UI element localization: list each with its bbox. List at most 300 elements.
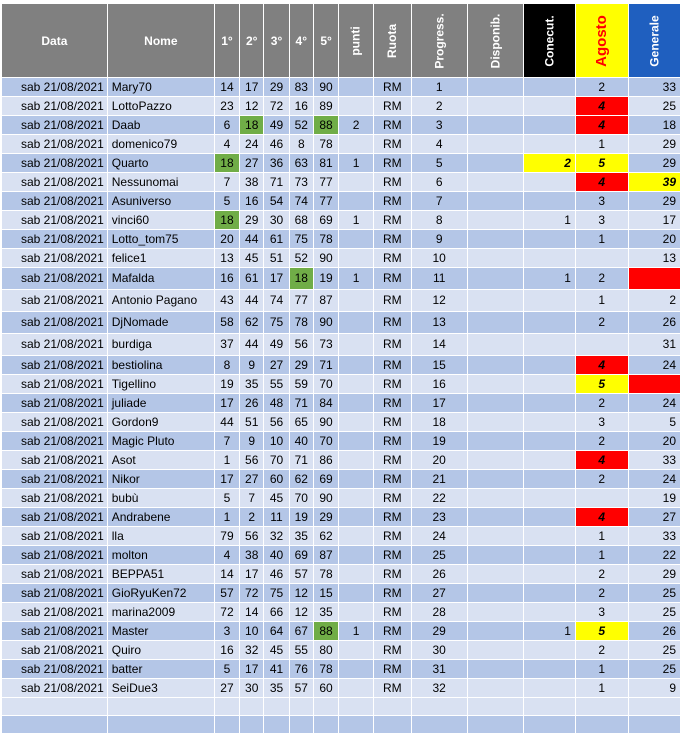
cell-punti[interactable] bbox=[339, 312, 374, 334]
empty-cell[interactable] bbox=[240, 716, 264, 734]
cell-agosto[interactable]: 4 bbox=[575, 451, 628, 470]
cell-number-4[interactable]: 71 bbox=[289, 394, 313, 413]
cell-number-4[interactable]: 76 bbox=[289, 660, 313, 679]
cell-number-5[interactable]: 73 bbox=[314, 334, 339, 356]
cell-nome[interactable]: molton bbox=[107, 546, 214, 565]
cell-agosto[interactable]: 4 bbox=[575, 116, 628, 135]
cell-number-1[interactable]: 6 bbox=[214, 116, 239, 135]
cell-agosto[interactable]: 1 bbox=[575, 290, 628, 312]
cell-number-3[interactable]: 60 bbox=[264, 470, 289, 489]
cell-number-3[interactable]: 72 bbox=[264, 97, 289, 116]
cell-number-5[interactable]: 78 bbox=[314, 135, 339, 154]
cell-number-1[interactable]: 13 bbox=[214, 249, 239, 268]
cell-number-1[interactable]: 72 bbox=[214, 603, 239, 622]
cell-number-3[interactable]: 71 bbox=[264, 173, 289, 192]
cell-number-1[interactable]: 1 bbox=[214, 508, 239, 527]
cell-number-5[interactable]: 90 bbox=[314, 312, 339, 334]
cell-number-3[interactable]: 35 bbox=[264, 679, 289, 698]
cell-number-2[interactable]: 2 bbox=[240, 508, 264, 527]
cell-number-3[interactable]: 11 bbox=[264, 508, 289, 527]
cell-number-2[interactable]: 72 bbox=[240, 584, 264, 603]
cell-nome[interactable]: Mafalda bbox=[107, 268, 214, 290]
cell-agosto[interactable]: 2 bbox=[575, 432, 628, 451]
cell-number-2[interactable]: 9 bbox=[240, 356, 264, 375]
cell-ruota[interactable]: RM bbox=[374, 78, 411, 97]
cell-number-3[interactable]: 10 bbox=[264, 432, 289, 451]
cell-conecut[interactable] bbox=[523, 679, 575, 698]
cell-number-1[interactable]: 20 bbox=[214, 230, 239, 249]
cell-number-3[interactable]: 40 bbox=[264, 546, 289, 565]
cell-generale[interactable]: 13 bbox=[628, 249, 680, 268]
cell-punti[interactable] bbox=[339, 394, 374, 413]
cell-progress[interactable]: 22 bbox=[411, 489, 467, 508]
cell-number-3[interactable]: 30 bbox=[264, 211, 289, 230]
cell-conecut[interactable] bbox=[523, 334, 575, 356]
cell-disponib[interactable] bbox=[467, 394, 523, 413]
cell-disponib[interactable] bbox=[467, 489, 523, 508]
cell-disponib[interactable] bbox=[467, 334, 523, 356]
cell-number-3[interactable]: 32 bbox=[264, 527, 289, 546]
cell-number-4[interactable]: 8 bbox=[289, 135, 313, 154]
cell-generale[interactable]: 18 bbox=[628, 116, 680, 135]
header-n2[interactable]: 2° bbox=[240, 4, 264, 78]
cell-ruota[interactable]: RM bbox=[374, 489, 411, 508]
cell-agosto[interactable]: 5 bbox=[575, 154, 628, 173]
cell-number-5[interactable]: 86 bbox=[314, 451, 339, 470]
cell-data[interactable]: sab 21/08/2021 bbox=[2, 603, 108, 622]
cell-ruota[interactable]: RM bbox=[374, 230, 411, 249]
cell-punti[interactable] bbox=[339, 489, 374, 508]
cell-punti[interactable] bbox=[339, 173, 374, 192]
cell-number-4[interactable]: 35 bbox=[289, 527, 313, 546]
cell-progress[interactable]: 25 bbox=[411, 546, 467, 565]
header-data[interactable]: Data bbox=[2, 4, 108, 78]
cell-punti[interactable] bbox=[339, 546, 374, 565]
cell-punti[interactable]: 1 bbox=[339, 211, 374, 230]
cell-punti[interactable] bbox=[339, 290, 374, 312]
empty-cell[interactable] bbox=[264, 698, 289, 716]
cell-generale[interactable]: 35 bbox=[628, 375, 680, 394]
cell-ruota[interactable]: RM bbox=[374, 622, 411, 641]
empty-cell[interactable] bbox=[523, 698, 575, 716]
cell-number-2[interactable]: 38 bbox=[240, 173, 264, 192]
cell-conecut[interactable] bbox=[523, 97, 575, 116]
cell-disponib[interactable] bbox=[467, 470, 523, 489]
cell-ruota[interactable]: RM bbox=[374, 116, 411, 135]
cell-conecut[interactable]: 2 bbox=[523, 154, 575, 173]
header-conecut[interactable] bbox=[523, 4, 575, 78]
cell-generale[interactable]: 17 bbox=[628, 211, 680, 230]
cell-ruota[interactable]: RM bbox=[374, 451, 411, 470]
cell-conecut[interactable] bbox=[523, 173, 575, 192]
cell-number-2[interactable]: 56 bbox=[240, 527, 264, 546]
cell-agosto[interactable]: 3 bbox=[575, 211, 628, 230]
cell-data[interactable]: sab 21/08/2021 bbox=[2, 679, 108, 698]
cell-ruota[interactable]: RM bbox=[374, 603, 411, 622]
cell-number-1[interactable]: 1 bbox=[214, 451, 239, 470]
cell-number-1[interactable]: 43 bbox=[214, 290, 239, 312]
cell-ruota[interactable]: RM bbox=[374, 135, 411, 154]
cell-progress[interactable]: 29 bbox=[411, 622, 467, 641]
cell-progress[interactable]: 32 bbox=[411, 679, 467, 698]
cell-number-4[interactable]: 74 bbox=[289, 192, 313, 211]
cell-conecut[interactable] bbox=[523, 230, 575, 249]
cell-number-1[interactable]: 5 bbox=[214, 489, 239, 508]
cell-number-3[interactable]: 61 bbox=[264, 230, 289, 249]
header-n1[interactable]: 1° bbox=[214, 4, 239, 78]
header-punti[interactable] bbox=[339, 4, 374, 78]
cell-conecut[interactable] bbox=[523, 356, 575, 375]
cell-generale[interactable]: 24 bbox=[628, 470, 680, 489]
cell-conecut[interactable] bbox=[523, 546, 575, 565]
cell-punti[interactable] bbox=[339, 334, 374, 356]
cell-number-1[interactable]: 4 bbox=[214, 546, 239, 565]
cell-disponib[interactable] bbox=[467, 584, 523, 603]
cell-nome[interactable]: Quarto bbox=[107, 154, 214, 173]
cell-number-5[interactable]: 90 bbox=[314, 249, 339, 268]
cell-progress[interactable]: 9 bbox=[411, 230, 467, 249]
cell-number-4[interactable]: 29 bbox=[289, 356, 313, 375]
cell-punti[interactable]: 1 bbox=[339, 154, 374, 173]
cell-number-3[interactable]: 54 bbox=[264, 192, 289, 211]
cell-punti[interactable]: 1 bbox=[339, 268, 374, 290]
cell-number-1[interactable]: 4 bbox=[214, 135, 239, 154]
cell-number-5[interactable]: 78 bbox=[314, 565, 339, 584]
cell-punti[interactable] bbox=[339, 413, 374, 432]
cell-ruota[interactable]: RM bbox=[374, 192, 411, 211]
cell-data[interactable]: sab 21/08/2021 bbox=[2, 641, 108, 660]
cell-number-5[interactable]: 78 bbox=[314, 660, 339, 679]
cell-generale[interactable]: 9 bbox=[628, 679, 680, 698]
empty-cell[interactable] bbox=[214, 698, 239, 716]
cell-disponib[interactable] bbox=[467, 508, 523, 527]
cell-generale[interactable]: 33 bbox=[628, 78, 680, 97]
cell-number-3[interactable]: 49 bbox=[264, 116, 289, 135]
cell-progress[interactable]: 7 bbox=[411, 192, 467, 211]
cell-generale[interactable]: 29 bbox=[628, 154, 680, 173]
cell-progress[interactable]: 10 bbox=[411, 249, 467, 268]
cell-number-2[interactable]: 44 bbox=[240, 290, 264, 312]
cell-conecut[interactable] bbox=[523, 641, 575, 660]
cell-agosto[interactable]: 1 bbox=[575, 546, 628, 565]
empty-cell[interactable] bbox=[240, 698, 264, 716]
cell-number-1[interactable]: 18 bbox=[214, 154, 239, 173]
cell-generale[interactable]: 27 bbox=[628, 508, 680, 527]
cell-agosto[interactable]: 3 bbox=[575, 413, 628, 432]
cell-number-2[interactable]: 12 bbox=[240, 97, 264, 116]
cell-progress[interactable]: 26 bbox=[411, 565, 467, 584]
cell-number-3[interactable]: 48 bbox=[264, 394, 289, 413]
cell-number-5[interactable]: 90 bbox=[314, 413, 339, 432]
cell-nome[interactable]: SeiDue3 bbox=[107, 679, 214, 698]
cell-punti[interactable] bbox=[339, 565, 374, 584]
cell-data[interactable]: sab 21/08/2021 bbox=[2, 97, 108, 116]
cell-number-2[interactable]: 51 bbox=[240, 413, 264, 432]
cell-nome[interactable]: felice1 bbox=[107, 249, 214, 268]
cell-disponib[interactable] bbox=[467, 432, 523, 451]
cell-nome[interactable]: marina2009 bbox=[107, 603, 214, 622]
cell-agosto[interactable]: 2 bbox=[575, 470, 628, 489]
cell-nome[interactable]: Andrabene bbox=[107, 508, 214, 527]
cell-nome[interactable]: vinci60 bbox=[107, 211, 214, 230]
cell-disponib[interactable] bbox=[467, 375, 523, 394]
cell-number-3[interactable]: 64 bbox=[264, 622, 289, 641]
cell-number-1[interactable]: 27 bbox=[214, 679, 239, 698]
empty-cell[interactable] bbox=[339, 698, 374, 716]
cell-agosto[interactable]: 4 bbox=[575, 97, 628, 116]
cell-ruota[interactable]: RM bbox=[374, 527, 411, 546]
cell-data[interactable]: sab 21/08/2021 bbox=[2, 546, 108, 565]
cell-nome[interactable]: DjNomade bbox=[107, 312, 214, 334]
cell-number-5[interactable]: 71 bbox=[314, 356, 339, 375]
cell-number-5[interactable]: 81 bbox=[314, 154, 339, 173]
cell-data[interactable]: sab 21/08/2021 bbox=[2, 290, 108, 312]
cell-progress[interactable]: 5 bbox=[411, 154, 467, 173]
cell-number-4[interactable]: 40 bbox=[289, 432, 313, 451]
cell-ruota[interactable]: RM bbox=[374, 508, 411, 527]
cell-disponib[interactable] bbox=[467, 546, 523, 565]
cell-nome[interactable]: GioRyuKen72 bbox=[107, 584, 214, 603]
cell-agosto[interactable]: 1 bbox=[575, 230, 628, 249]
cell-generale[interactable]: 20 bbox=[628, 432, 680, 451]
cell-ruota[interactable]: RM bbox=[374, 173, 411, 192]
cell-ruota[interactable]: RM bbox=[374, 97, 411, 116]
cell-progress[interactable]: 27 bbox=[411, 584, 467, 603]
cell-data[interactable]: sab 21/08/2021 bbox=[2, 268, 108, 290]
cell-data[interactable]: sab 21/08/2021 bbox=[2, 211, 108, 230]
cell-punti[interactable] bbox=[339, 641, 374, 660]
cell-data[interactable]: sab 21/08/2021 bbox=[2, 312, 108, 334]
cell-number-2[interactable]: 30 bbox=[240, 679, 264, 698]
cell-number-4[interactable]: 55 bbox=[289, 641, 313, 660]
cell-ruota[interactable]: RM bbox=[374, 290, 411, 312]
cell-number-3[interactable]: 27 bbox=[264, 356, 289, 375]
cell-ruota[interactable]: RM bbox=[374, 249, 411, 268]
cell-disponib[interactable] bbox=[467, 565, 523, 584]
cell-disponib[interactable] bbox=[467, 527, 523, 546]
cell-number-5[interactable]: 69 bbox=[314, 211, 339, 230]
cell-number-2[interactable]: 9 bbox=[240, 432, 264, 451]
cell-number-2[interactable]: 17 bbox=[240, 565, 264, 584]
cell-nome[interactable]: Asot bbox=[107, 451, 214, 470]
cell-number-1[interactable]: 5 bbox=[214, 660, 239, 679]
cell-number-1[interactable]: 16 bbox=[214, 268, 239, 290]
cell-nome[interactable]: Gordon9 bbox=[107, 413, 214, 432]
cell-conecut[interactable] bbox=[523, 394, 575, 413]
cell-nome[interactable]: Master bbox=[107, 622, 214, 641]
cell-disponib[interactable] bbox=[467, 211, 523, 230]
cell-number-1[interactable]: 37 bbox=[214, 334, 239, 356]
empty-cell[interactable] bbox=[374, 716, 411, 734]
cell-number-5[interactable]: 84 bbox=[314, 394, 339, 413]
cell-progress[interactable]: 3 bbox=[411, 116, 467, 135]
cell-number-1[interactable]: 17 bbox=[214, 470, 239, 489]
header-disponib[interactable] bbox=[467, 4, 523, 78]
cell-nome[interactable]: Mary70 bbox=[107, 78, 214, 97]
cell-number-4[interactable]: 69 bbox=[289, 546, 313, 565]
cell-number-4[interactable]: 59 bbox=[289, 375, 313, 394]
cell-progress[interactable]: 30 bbox=[411, 641, 467, 660]
cell-data[interactable]: sab 21/08/2021 bbox=[2, 584, 108, 603]
cell-number-2[interactable]: 26 bbox=[240, 394, 264, 413]
header-nome[interactable]: Nome bbox=[107, 4, 214, 78]
cell-progress[interactable]: 23 bbox=[411, 508, 467, 527]
cell-number-5[interactable]: 88 bbox=[314, 622, 339, 641]
cell-number-3[interactable]: 46 bbox=[264, 565, 289, 584]
cell-number-5[interactable]: 19 bbox=[314, 268, 339, 290]
cell-disponib[interactable] bbox=[467, 154, 523, 173]
cell-data[interactable]: sab 21/08/2021 bbox=[2, 470, 108, 489]
cell-progress[interactable]: 13 bbox=[411, 312, 467, 334]
cell-number-1[interactable]: 16 bbox=[214, 641, 239, 660]
cell-ruota[interactable]: RM bbox=[374, 211, 411, 230]
cell-number-2[interactable]: 61 bbox=[240, 268, 264, 290]
empty-cell[interactable] bbox=[264, 716, 289, 734]
cell-agosto[interactable]: 2 bbox=[575, 78, 628, 97]
cell-agosto[interactable] bbox=[575, 249, 628, 268]
cell-number-5[interactable]: 87 bbox=[314, 546, 339, 565]
cell-data[interactable]: sab 21/08/2021 bbox=[2, 116, 108, 135]
cell-number-5[interactable]: 80 bbox=[314, 641, 339, 660]
cell-generale[interactable]: 29 bbox=[628, 192, 680, 211]
cell-ruota[interactable]: RM bbox=[374, 154, 411, 173]
cell-number-4[interactable]: 16 bbox=[289, 97, 313, 116]
cell-number-2[interactable]: 24 bbox=[240, 135, 264, 154]
cell-number-2[interactable]: 16 bbox=[240, 192, 264, 211]
cell-agosto[interactable] bbox=[575, 489, 628, 508]
cell-data[interactable]: sab 21/08/2021 bbox=[2, 508, 108, 527]
cell-data[interactable]: sab 21/08/2021 bbox=[2, 154, 108, 173]
cell-number-2[interactable]: 27 bbox=[240, 154, 264, 173]
cell-data[interactable]: sab 21/08/2021 bbox=[2, 489, 108, 508]
cell-number-1[interactable]: 17 bbox=[214, 394, 239, 413]
empty-cell[interactable] bbox=[2, 716, 108, 734]
cell-disponib[interactable] bbox=[467, 249, 523, 268]
cell-number-1[interactable]: 58 bbox=[214, 312, 239, 334]
cell-number-4[interactable]: 78 bbox=[289, 312, 313, 334]
cell-progress[interactable]: 2 bbox=[411, 97, 467, 116]
cell-nome[interactable]: Asuniverso bbox=[107, 192, 214, 211]
cell-ruota[interactable]: RM bbox=[374, 565, 411, 584]
cell-number-3[interactable]: 75 bbox=[264, 312, 289, 334]
empty-cell[interactable] bbox=[523, 716, 575, 734]
cell-number-2[interactable]: 32 bbox=[240, 641, 264, 660]
empty-cell[interactable] bbox=[107, 698, 214, 716]
empty-cell[interactable] bbox=[467, 716, 523, 734]
cell-number-1[interactable]: 7 bbox=[214, 432, 239, 451]
cell-punti[interactable] bbox=[339, 508, 374, 527]
cell-number-1[interactable]: 23 bbox=[214, 97, 239, 116]
cell-number-3[interactable]: 75 bbox=[264, 584, 289, 603]
empty-cell[interactable] bbox=[289, 698, 313, 716]
cell-ruota[interactable]: RM bbox=[374, 413, 411, 432]
cell-number-2[interactable]: 35 bbox=[240, 375, 264, 394]
cell-punti[interactable] bbox=[339, 97, 374, 116]
cell-conecut[interactable] bbox=[523, 413, 575, 432]
cell-progress[interactable]: 4 bbox=[411, 135, 467, 154]
empty-cell[interactable] bbox=[314, 698, 339, 716]
cell-data[interactable]: sab 21/08/2021 bbox=[2, 660, 108, 679]
cell-ruota[interactable]: RM bbox=[374, 356, 411, 375]
cell-number-5[interactable]: 69 bbox=[314, 470, 339, 489]
cell-generale[interactable]: 26 bbox=[628, 622, 680, 641]
cell-nome[interactable]: Nessunomai bbox=[107, 173, 214, 192]
cell-data[interactable]: sab 21/08/2021 bbox=[2, 135, 108, 154]
cell-nome[interactable]: Tigellino bbox=[107, 375, 214, 394]
cell-number-4[interactable]: 77 bbox=[289, 290, 313, 312]
cell-progress[interactable]: 19 bbox=[411, 432, 467, 451]
cell-number-4[interactable]: 75 bbox=[289, 230, 313, 249]
cell-number-1[interactable]: 5 bbox=[214, 192, 239, 211]
empty-cell[interactable] bbox=[628, 698, 680, 716]
cell-data[interactable]: sab 21/08/2021 bbox=[2, 230, 108, 249]
cell-agosto[interactable]: 5 bbox=[575, 375, 628, 394]
cell-number-3[interactable]: 74 bbox=[264, 290, 289, 312]
cell-nome[interactable]: bubù bbox=[107, 489, 214, 508]
cell-disponib[interactable] bbox=[467, 268, 523, 290]
cell-progress[interactable]: 17 bbox=[411, 394, 467, 413]
cell-generale[interactable]: 22 bbox=[628, 546, 680, 565]
cell-punti[interactable] bbox=[339, 78, 374, 97]
header-n4[interactable]: 4° bbox=[289, 4, 313, 78]
cell-data[interactable]: sab 21/08/2021 bbox=[2, 356, 108, 375]
cell-ruota[interactable]: RM bbox=[374, 312, 411, 334]
cell-progress[interactable]: 14 bbox=[411, 334, 467, 356]
cell-nome[interactable]: burdiga bbox=[107, 334, 214, 356]
cell-number-3[interactable]: 51 bbox=[264, 249, 289, 268]
cell-disponib[interactable] bbox=[467, 622, 523, 641]
empty-cell[interactable] bbox=[374, 698, 411, 716]
cell-number-3[interactable]: 29 bbox=[264, 78, 289, 97]
cell-punti[interactable] bbox=[339, 249, 374, 268]
cell-number-4[interactable]: 68 bbox=[289, 211, 313, 230]
cell-number-4[interactable]: 71 bbox=[289, 451, 313, 470]
cell-number-2[interactable]: 45 bbox=[240, 249, 264, 268]
cell-data[interactable]: sab 21/08/2021 bbox=[2, 78, 108, 97]
cell-disponib[interactable] bbox=[467, 641, 523, 660]
cell-number-2[interactable]: 17 bbox=[240, 660, 264, 679]
cell-number-3[interactable]: 46 bbox=[264, 135, 289, 154]
cell-disponib[interactable] bbox=[467, 290, 523, 312]
cell-number-2[interactable]: 14 bbox=[240, 603, 264, 622]
cell-number-5[interactable]: 88 bbox=[314, 116, 339, 135]
cell-disponib[interactable] bbox=[467, 451, 523, 470]
cell-agosto[interactable]: 2 bbox=[575, 565, 628, 584]
cell-progress[interactable]: 16 bbox=[411, 375, 467, 394]
cell-agosto[interactable]: 1 bbox=[575, 679, 628, 698]
cell-agosto[interactable]: 3 bbox=[575, 192, 628, 211]
cell-number-2[interactable]: 27 bbox=[240, 470, 264, 489]
cell-nome[interactable]: Antonio Pagano bbox=[107, 290, 214, 312]
cell-number-3[interactable]: 55 bbox=[264, 375, 289, 394]
cell-punti[interactable] bbox=[339, 660, 374, 679]
cell-conecut[interactable] bbox=[523, 312, 575, 334]
header-ruota[interactable] bbox=[374, 4, 411, 78]
cell-number-5[interactable]: 70 bbox=[314, 375, 339, 394]
cell-generale[interactable]: 20 bbox=[628, 230, 680, 249]
empty-cell[interactable] bbox=[411, 698, 467, 716]
cell-disponib[interactable] bbox=[467, 116, 523, 135]
cell-number-1[interactable]: 8 bbox=[214, 356, 239, 375]
cell-generale[interactable]: 29 bbox=[628, 565, 680, 584]
empty-cell[interactable] bbox=[289, 716, 313, 734]
cell-conecut[interactable] bbox=[523, 603, 575, 622]
cell-number-2[interactable]: 17 bbox=[240, 78, 264, 97]
cell-progress[interactable]: 1 bbox=[411, 78, 467, 97]
cell-generale[interactable]: 25 bbox=[628, 97, 680, 116]
cell-agosto[interactable]: 4 bbox=[575, 173, 628, 192]
cell-progress[interactable]: 6 bbox=[411, 173, 467, 192]
